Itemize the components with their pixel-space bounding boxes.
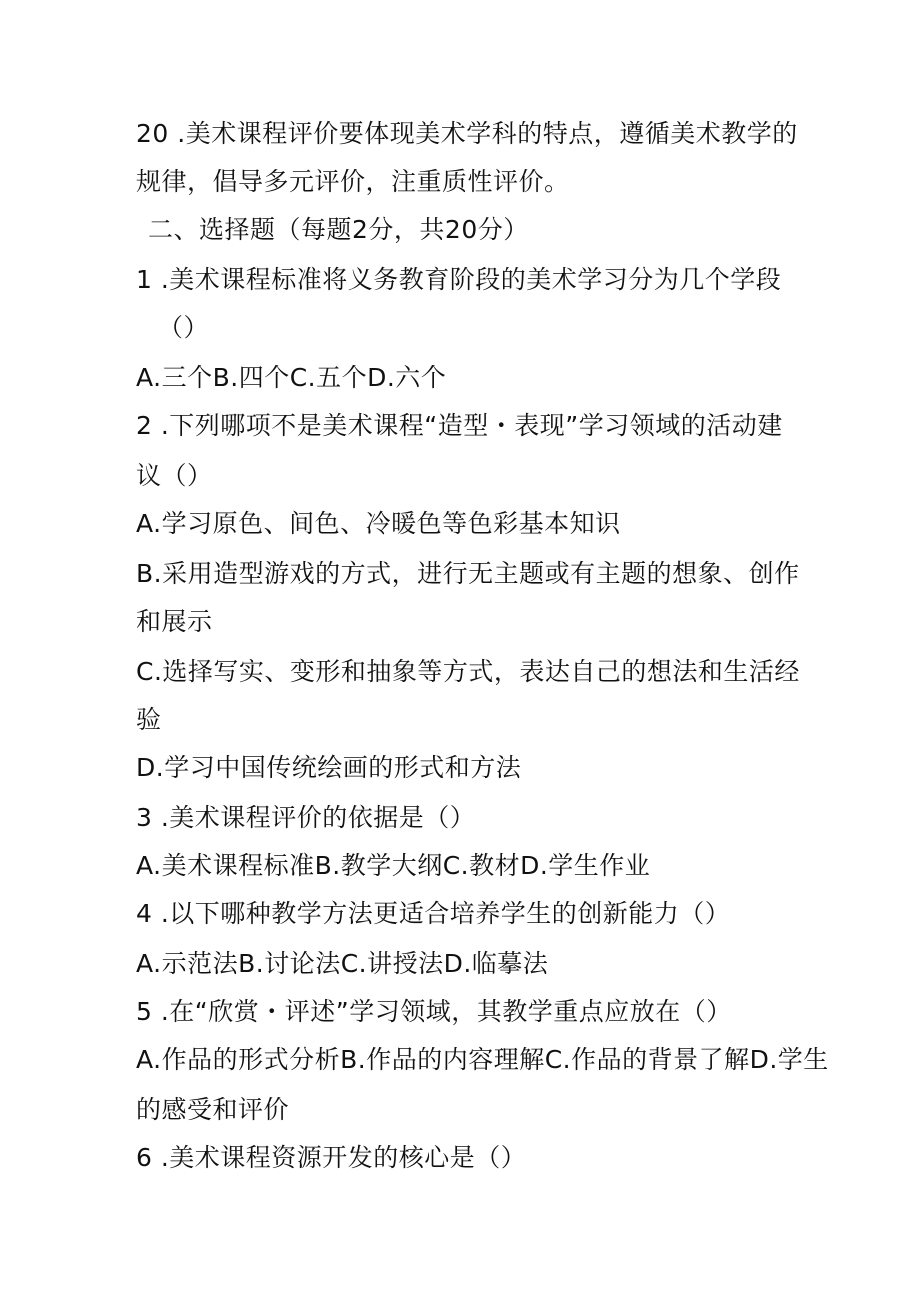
question-1-options: A.三个B.四个C.五个D.六个 [136, 363, 447, 392]
question-3: 3 .美术课程评价的依据是（） [136, 803, 476, 832]
question-6: 6 .美术课程资源开发的核心是（） [136, 1143, 527, 1172]
question-5-options: A.作品的形式分析B.作品的内容理解C.作品的背景了解D.学生 [136, 1045, 829, 1074]
question-5: 5 .在“欣赏・评述”学习领域，其教学重点应放在（） [136, 997, 732, 1026]
question-2-option-d: D.学习中国传统绘画的形式和方法 [136, 753, 522, 782]
question-5-options-cont: 的感受和评价 [136, 1095, 290, 1124]
question-2-cont: 议（） [136, 461, 213, 490]
question-4-options: A.示范法B.讨论法C.讲授法D.临摹法 [136, 949, 549, 978]
question-2-option-c-cont: 验 [136, 705, 162, 734]
question-2-option-a: A.学习原色、间色、冷暖色等色彩基本知识 [136, 509, 621, 538]
item-20-line-1: 20 .美术课程评价要体现美术学科的特点，遵循美术教学的 [136, 119, 798, 148]
question-2-option-b: B.采用造型游戏的方式，进行无主题或有主题的想象、创作 [136, 559, 800, 588]
question-3-options: A.美术课程标准B.教学大纲C.教材D.学生作业 [136, 851, 651, 880]
section-heading: 二、选择题（每题2分，共20分） [148, 215, 529, 244]
item-20-line-2: 规律，倡导多元评价，注重质性评价。 [136, 167, 570, 196]
question-2-option-c: C.选择写实、变形和抽象等方式，表达自己的想法和生活经 [136, 657, 800, 686]
question-2-option-b-cont: 和展示 [136, 607, 213, 636]
question-1: 1 .美术课程标准将义务教育阶段的美术学习分为几个学段 [136, 265, 782, 294]
question-4: 4 .以下哪种教学方法更适合培养学生的创新能力（） [136, 899, 731, 928]
question-2: 2 .下列哪项不是美术课程“造型・表现”学习领域的活动建 [136, 411, 783, 440]
question-1-blank: （） [158, 313, 210, 342]
